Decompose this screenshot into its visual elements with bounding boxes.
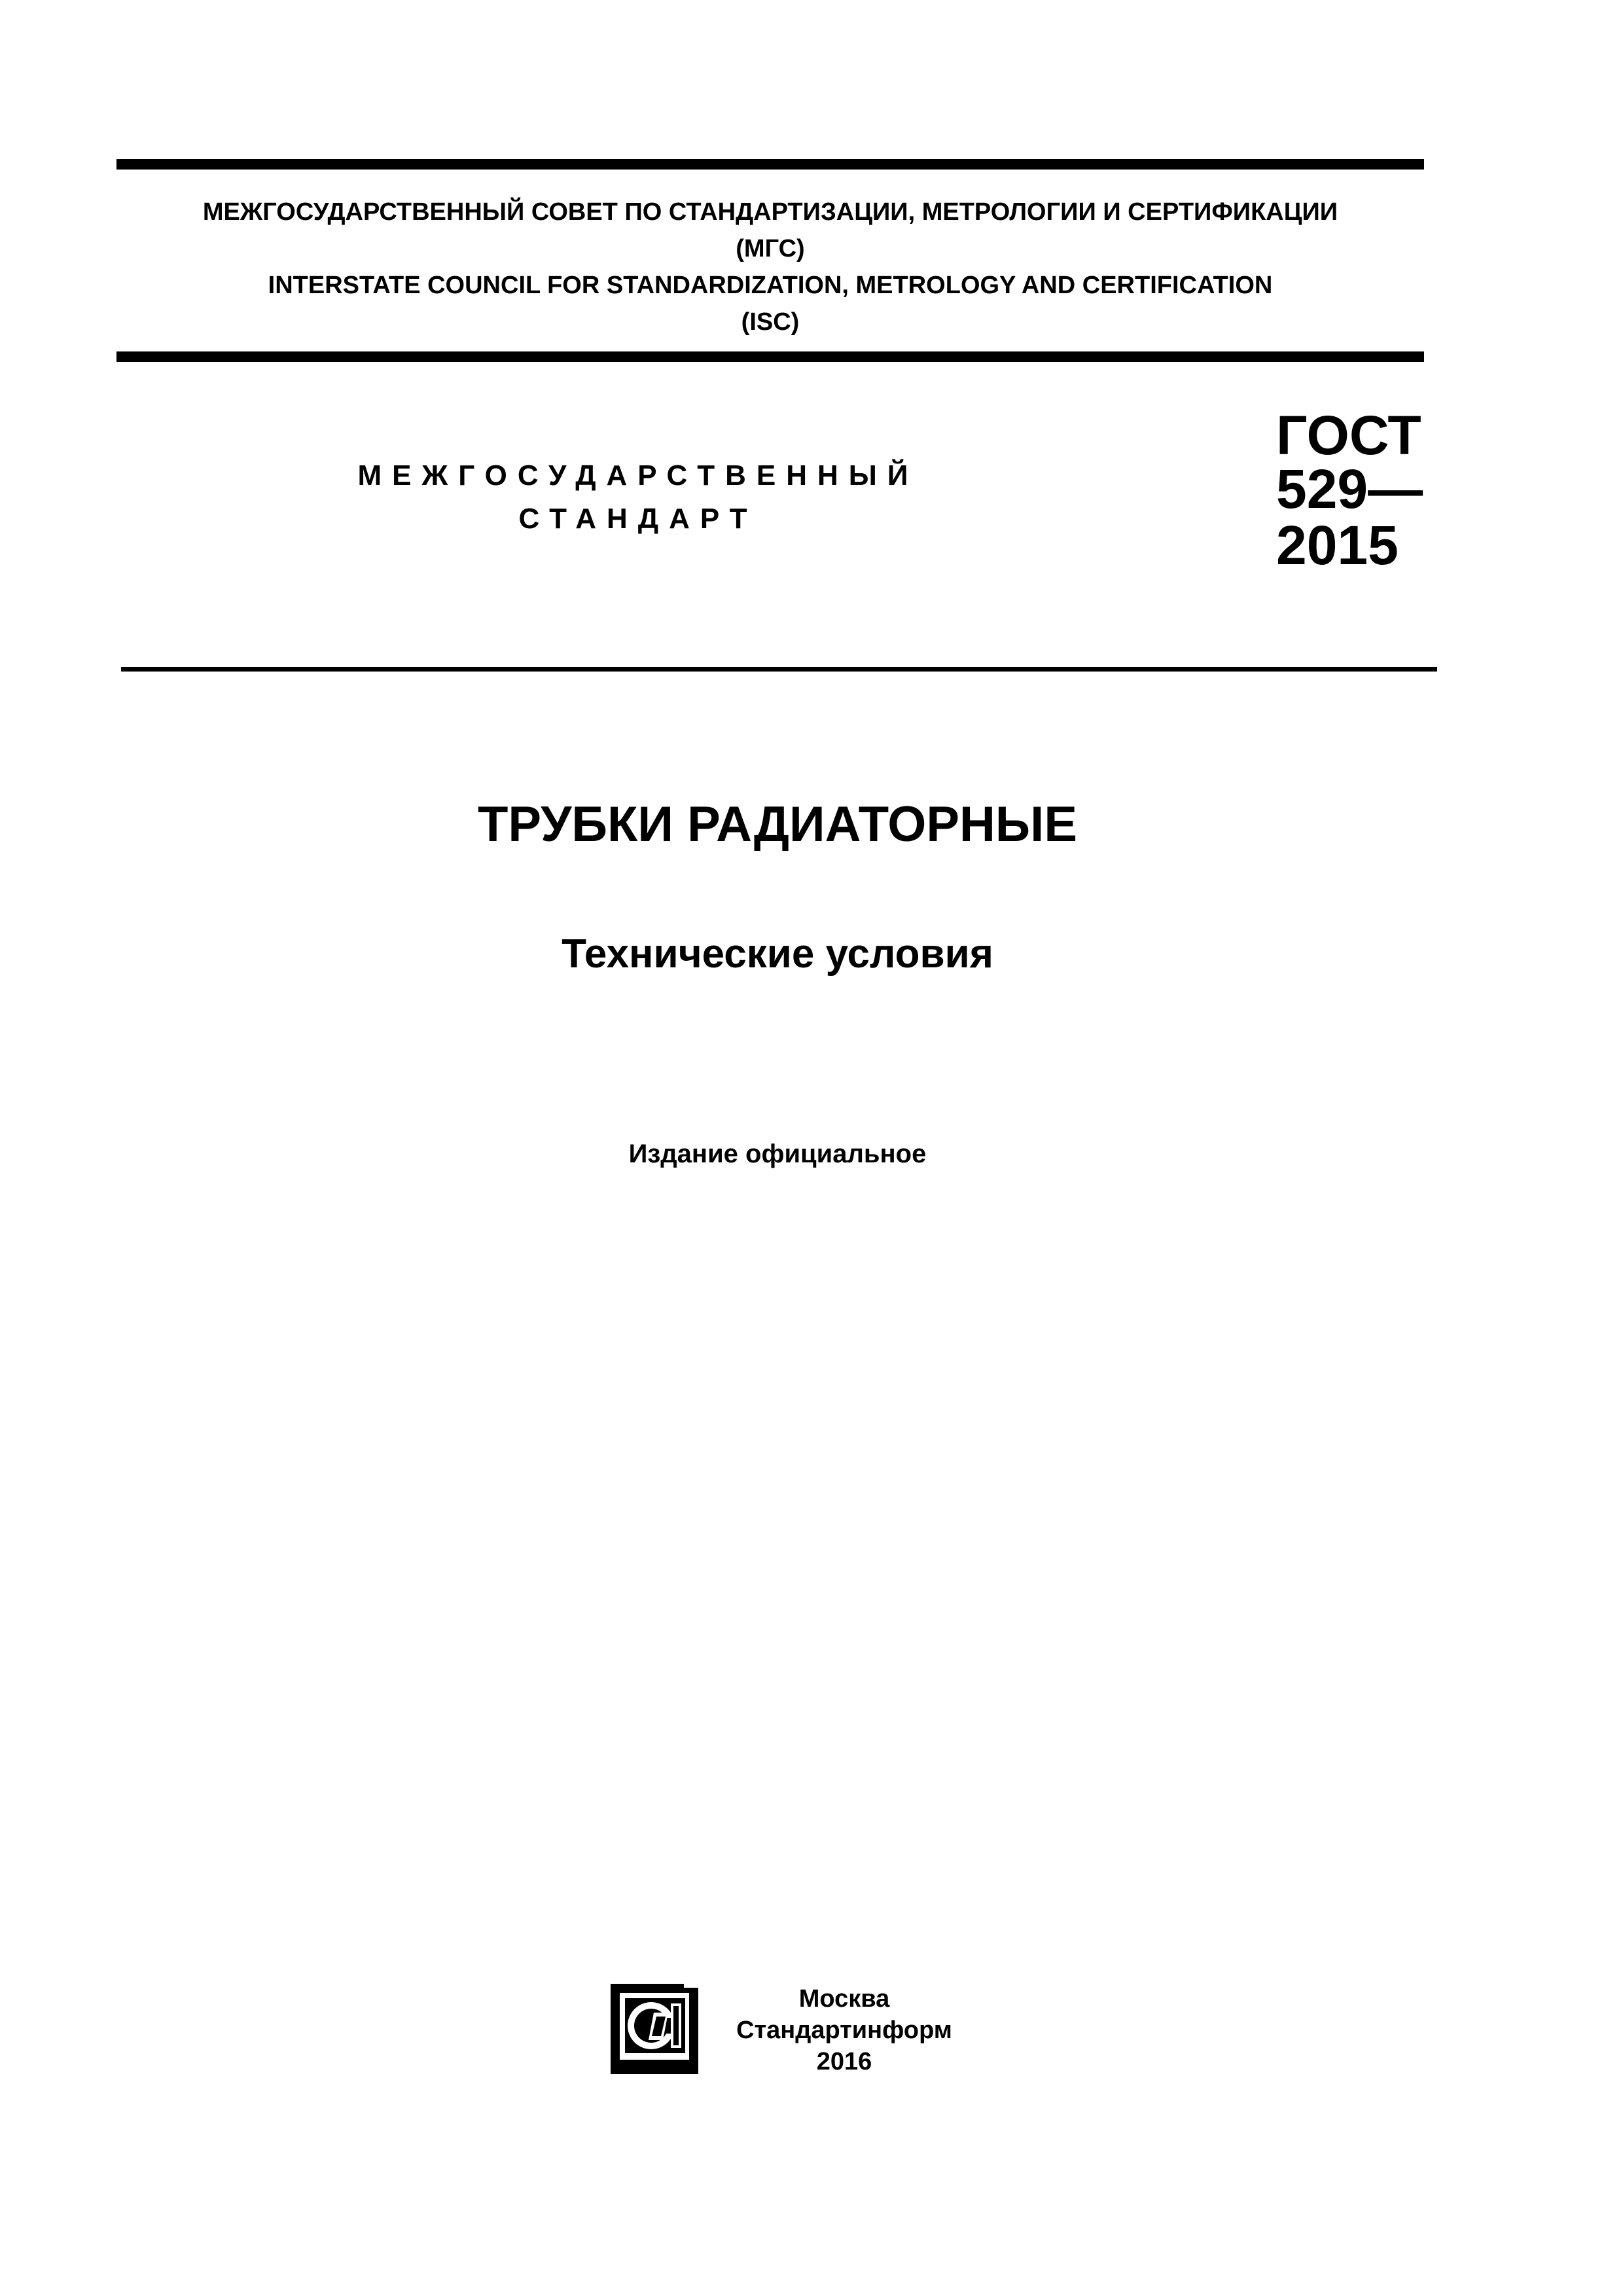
standard-designation-prefix: ГОСТ	[1276, 404, 1421, 466]
edition-note: Издание официальное	[628, 1139, 927, 1168]
standard-designation-year: 2015	[1276, 514, 1399, 576]
publisher-logo-icon	[605, 1980, 704, 2078]
council-name-en: INTERSTATE COUNCIL FOR STANDARDIZATION, METROLOGY AND CERTIFICATION	[268, 272, 1273, 299]
document-title: ТРУБКИ РАДИАТОРНЫЕ	[477, 797, 1078, 852]
council-header	[116, 194, 1424, 340]
council-name-ru: МЕЖГОСУДАРСТВЕННЫЙ СОВЕТ ПО СТАНДАРТИЗАЦИИ, МЕТРОЛОГИИ И СЕРТИФИКАЦИИ	[202, 198, 1338, 226]
title-divider	[121, 667, 1437, 672]
publication-year: 2016	[816, 2048, 872, 2075]
header-divider	[116, 351, 1424, 362]
standard-designation-number: 529—	[1276, 458, 1423, 520]
top-divider	[116, 159, 1424, 170]
standard-kind-line-1: МЕЖГОСУДАРСТВЕННЫЙ	[357, 459, 919, 492]
council-abbr-en: (ISC)	[741, 308, 800, 336]
document-subtitle: Технические условия	[562, 931, 993, 977]
standard-kind-line-2: СТАНДАРТ	[518, 503, 758, 535]
publisher-name: Стандартинформ	[736, 2017, 952, 2044]
council-abbr-ru: (МГС)	[736, 235, 805, 262]
publisher-city: Москва	[798, 1985, 890, 2013]
